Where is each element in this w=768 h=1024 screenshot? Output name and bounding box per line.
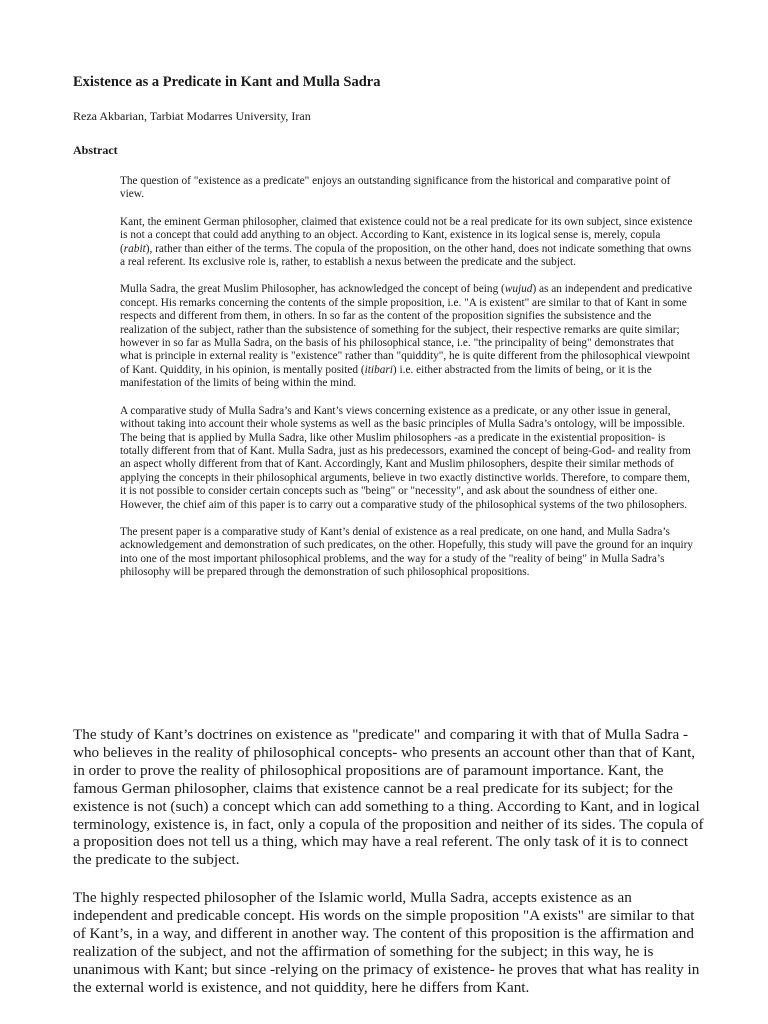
abstract-paragraph-3-italic-2: itibari [364, 363, 393, 376]
abstract-paragraph-2-text-a: Kant, the eminent German philosopher, claimed that existence could not be a real predicate for its own subject, since existence is not a concept that could add anything to an object. According to Kant, existence in its logical sense is, merely, copula ( [120, 215, 693, 255]
author-affiliation: Reza Akbarian, Tarbiat Modarres University, Iran [73, 109, 311, 123]
body-section [73, 726, 707, 1017]
abstract-paragraph-3-text-a: Mulla Sadra, the great Muslim Philosopher, has acknowledged the concept of being ( [120, 283, 505, 296]
paper-title: Existence as a Predicate in Kant and Mulla Sadra [73, 74, 381, 90]
abstract-paragraph-5: The present paper is a comparative study of Kant’s denial of existence as a real predicate, on one hand, and Mulla Sadra’s acknowledgement and demonstration of such predicates, on the other. Hopefully, this study will pave the ground for an inquiry into one of the most important philosophical problems, and the way for a study of the "reality of being" in Mulla Sadra’s philosophy will be prepared through the demonstration of such philosophical propositions. [120, 525, 694, 579]
body-paragraph-2: The highly respected philosopher of the Islamic world, Mulla Sadra, accepts existence as an independent and predicable concept. His words on the simple proposition "A exists" are similar to that of Kant’s, in a way, and different in another way. The content of this proposition is the affirmation and realization of the subject, and not the affirmation of something for the subject; in this way, he is unanimous with Kant; but since -relying on the primacy of existence- he proves that what has reality in the external world is existence, and not quiddity, here he differs from Kant. [73, 889, 700, 996]
abstract-heading: Abstract [73, 143, 118, 157]
body-paragraph-1: The study of Kant’s doctrines on existence as "predicate" and comparing it with that of Mulla Sadra -who believes in the reality of philosophical concepts- who presents an account other than that of Kant, in order to prove the reality of philosophical propositions are of paramount importance. Kant, the famous German philosopher, claims that existence cannot be a real predicate for its subject; for the existence is not (such) a concept which can add something to a thing. According to Kant, and in logical terminology, existence is, in fact, only a copula of the proposition and neither of its sides. The copula of a proposition does not tell us a thing, which may have a real referent. The only task of it is to connect the predicate to the subject. [73, 726, 704, 869]
abstract-paragraph-3-text-b: ) as an independent and predicative concept. His remarks concerning the contents of the simple proposition, i.e. "A is existent" are similar to that of Kant in some respects and different from them, in others. In so far as the content of the proposition signifies the subsistence and the realization of the subject, rather than the subsistence of something for the subject, their respective remarks are quite similar; however in so far as Mulla Sadra, on the basis of his philosophical stance, i.e. "the principality of being" demonstrates that what is principle in external reality is "existence" rather than "quiddity", he is quite different from the philosophical viewpoint of Kant. Quiddity, in his opinion, is mentally posited ( [120, 283, 693, 376]
abstract-paragraph-3-text-c: ) i.e. either abstracted from the limits of being, or it is the manifestation of the limits of being within the mind. [120, 363, 652, 390]
abstract-paragraph-2-italic: rabit [123, 242, 146, 255]
abstract-paragraph-3-italic-1: wujud [504, 283, 533, 296]
abstract-paragraph-3 [120, 283, 695, 390]
abstract-paragraph-2 [120, 216, 695, 270]
abstract-paragraph-2-text-b: ), rather than either of the terms. The copula of the proposition, on the other hand, does not indicate something that owns a real referent. Its exclusive role is, rather, to establish a nexus between the predicate and the subject. [120, 242, 692, 269]
abstract-paragraph-4: A comparative study of Mulla Sadra’s and Kant’s views concerning existence as a predicate, or any other issue in general, without taking into account their whole systems as well as the basic principles of Mulla Sadra’s ontology, will be impossible. The being that is applied by Mulla Sadra, like other Muslim philosophers -as a predicate in the existential proposition- is totally different from that of Kant. Mulla Sadra, just as his predecessors, examined the concept of being-God- and reality from an aspect wholly different from that of Kant. Accordingly, Kant and Muslim philosophers, despite their similar methods of applying the concepts in their philosophical arguments, believe in two exactly distinctive worlds. Therefore, to compare them, it is not possible to consider certain concepts such as "being" or "necessity", and ask about the soundness of either one. However, the chief aim of this paper is to carry out a comparative study of the philosophical systems of the two philosophers. [120, 404, 691, 511]
abstract-paragraph-1: The question of "existence as a predicate" enjoys an outstanding significance from the historical and comparative point of view. [120, 175, 671, 201]
abstract-section [120, 175, 695, 594]
